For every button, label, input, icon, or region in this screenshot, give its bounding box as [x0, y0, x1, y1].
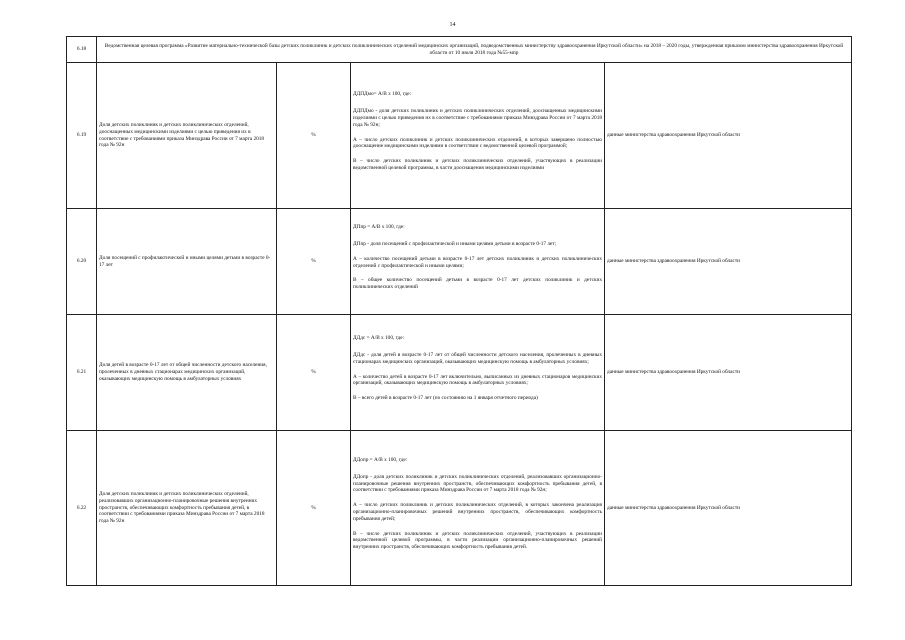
unit-cell: %	[277, 431, 351, 586]
formula-line: ДПпр = А/В х 100, где:	[353, 224, 405, 231]
formula-line: ДДопр - доля детских поликлиник и детских поликлинических отделений, реализовавших организационно-планировочные решения внутренних пространств, обеспечивающих комфортность пребывания детей, в соответствии с требованиями приказа Минздрава России от 7 марта 2018 года № 92н;	[353, 473, 602, 494]
formula-line: А – число детских поликлиник и детских поликлинических отделений, в которых закончена реализация организационно-планировочных решений внутренних пространств, обеспечивающих комфортность пребывания детей;	[353, 502, 602, 522]
formula-line: ДДдс - доля детей в возрасте 0-17 лет от общей численности детского населения, пролеченных в дневных стационарах медицинских организаций, оказывающих медицинскую помощь в амбулаторных условиях;	[353, 351, 602, 365]
source-cell: данные министерства здравоохранения Иркутской области	[605, 431, 852, 586]
source-cell: данные министерства здравоохранения Иркутской области	[605, 209, 852, 315]
indicator-name: Доля посещений с профилактической и иными целями детьми в возрасте 0-17 лет	[97, 209, 277, 315]
program-title: Ведомственная целевая программа «Развитие материально-технической базы детских поликлиник и детских поликлинических отделений медицинских организаций, подведомственных министерству здравоохранения Иркутской области» на 2018 – 2020 годы, утвержденная приказом министерства здравоохранения Иркутской области от 10 июля 2018 года №55-мпр	[97, 37, 852, 63]
formula-cell	[351, 315, 605, 431]
indicator-name: Доля детей в возрасте 0-17 лет от общей численности детского населения, пролеченных в дневных стационарах медицинских организаций, оказывающих медицинскую помощь в амбулаторных условиях	[97, 315, 277, 431]
indicator-name: Доля детских поликлиник и детских поликлинических отделений, дооснащенных медицинскими изделиями с целью приведения их в соответствие с требованиями приказа Минздрава России от 7 марта 2018 года № 92н	[97, 63, 277, 209]
source-cell: данные министерства здравоохранения Иркутской области	[605, 315, 852, 431]
table-row	[67, 63, 852, 209]
program-row	[67, 37, 852, 63]
row-number: 6.21	[67, 315, 97, 431]
formula-line: ДДПДмо= А/В х 100, где:	[353, 91, 412, 98]
formula-cell	[351, 209, 605, 315]
formula-line: ДДопр = А/В х 100, где:	[353, 457, 408, 464]
table-row	[67, 209, 852, 315]
formula-line: В – всего детей в возрасте 0-17 лет (по состоянию на 1 января отчетного периода)	[353, 395, 538, 402]
formula-line: ДПпр - доля посещений с профилактической и иными целями детьми в возрасте 0-17 лет;	[353, 240, 557, 247]
row-number: 6.20	[67, 209, 97, 315]
row-number: 6.22	[67, 431, 97, 586]
formula-cell	[351, 431, 605, 586]
unit-cell: %	[277, 315, 351, 431]
formula-line: ДДдс = А/В х 100, где:	[353, 335, 405, 342]
indicators-table	[66, 36, 852, 586]
table-row	[67, 315, 852, 431]
formula-line: В – число детских поликлиник и детских поликлинических отделений, участвующих в реализации ведомственной целевой программы, в части дооснащения медицинскими изделиями	[353, 158, 602, 171]
table-row	[67, 431, 852, 586]
formula-line: А – число детских поликлиник и детских поликлинических отделений, в которых завершено полностью дооснащение медицинскими изделиями в соответствии с ведомственной целевой программой;	[353, 136, 602, 150]
unit-cell: %	[277, 63, 351, 209]
formula-line: А – количество посещений детьми в возрасте 0-17 лет детских поликлиник и детских поликлинических отделений с профилактической и иными целями;	[353, 255, 602, 269]
row-number: 6.18	[67, 37, 97, 63]
formula-line: В – число детских поликлиник и детских поликлинических отделений, участвующих в реализации ведомственной целевой программы, в части реализации организационно-планировочных решений внутренних пространств, обеспечивающих комфортность пребывания детей.	[353, 530, 602, 551]
source-cell: данные министерства здравоохранения Иркутской области	[605, 63, 852, 209]
row-number: 6.19	[67, 63, 97, 209]
formula-line: ДДПДмо - доля детских поликлиник и детских поликлинических отделений, дооснащенных медицинскими изделиями с целью приведения их в соответствие с требованиями приказа Минздрава России от 7 марта 2018 года № 92н;	[353, 108, 602, 128]
indicator-name: Доля детских поликлиник и детских поликлинических отделений, реализовавших организационно-планировочные решения внутренних пространств, обеспечивающих комфортность пребывания детей, в соответствии с требованиями приказа Минздрава России от 7 марта 2018 года № 92н	[97, 431, 277, 586]
formula-line: В – общее количество посещений детьми в возрасте 0-17 лет детских поликлиник и детских поликлинических отделений	[353, 277, 602, 291]
formula-line: А – количество детей в возрасте 0-17 лет включительно, выписанных из дневных стационаров медицинских организаций, оказывающих медицинскую помощь в амбулаторных условиях;	[353, 373, 602, 387]
unit-cell: %	[277, 209, 351, 315]
formula-cell	[351, 63, 605, 209]
page-number: 14	[449, 22, 456, 28]
